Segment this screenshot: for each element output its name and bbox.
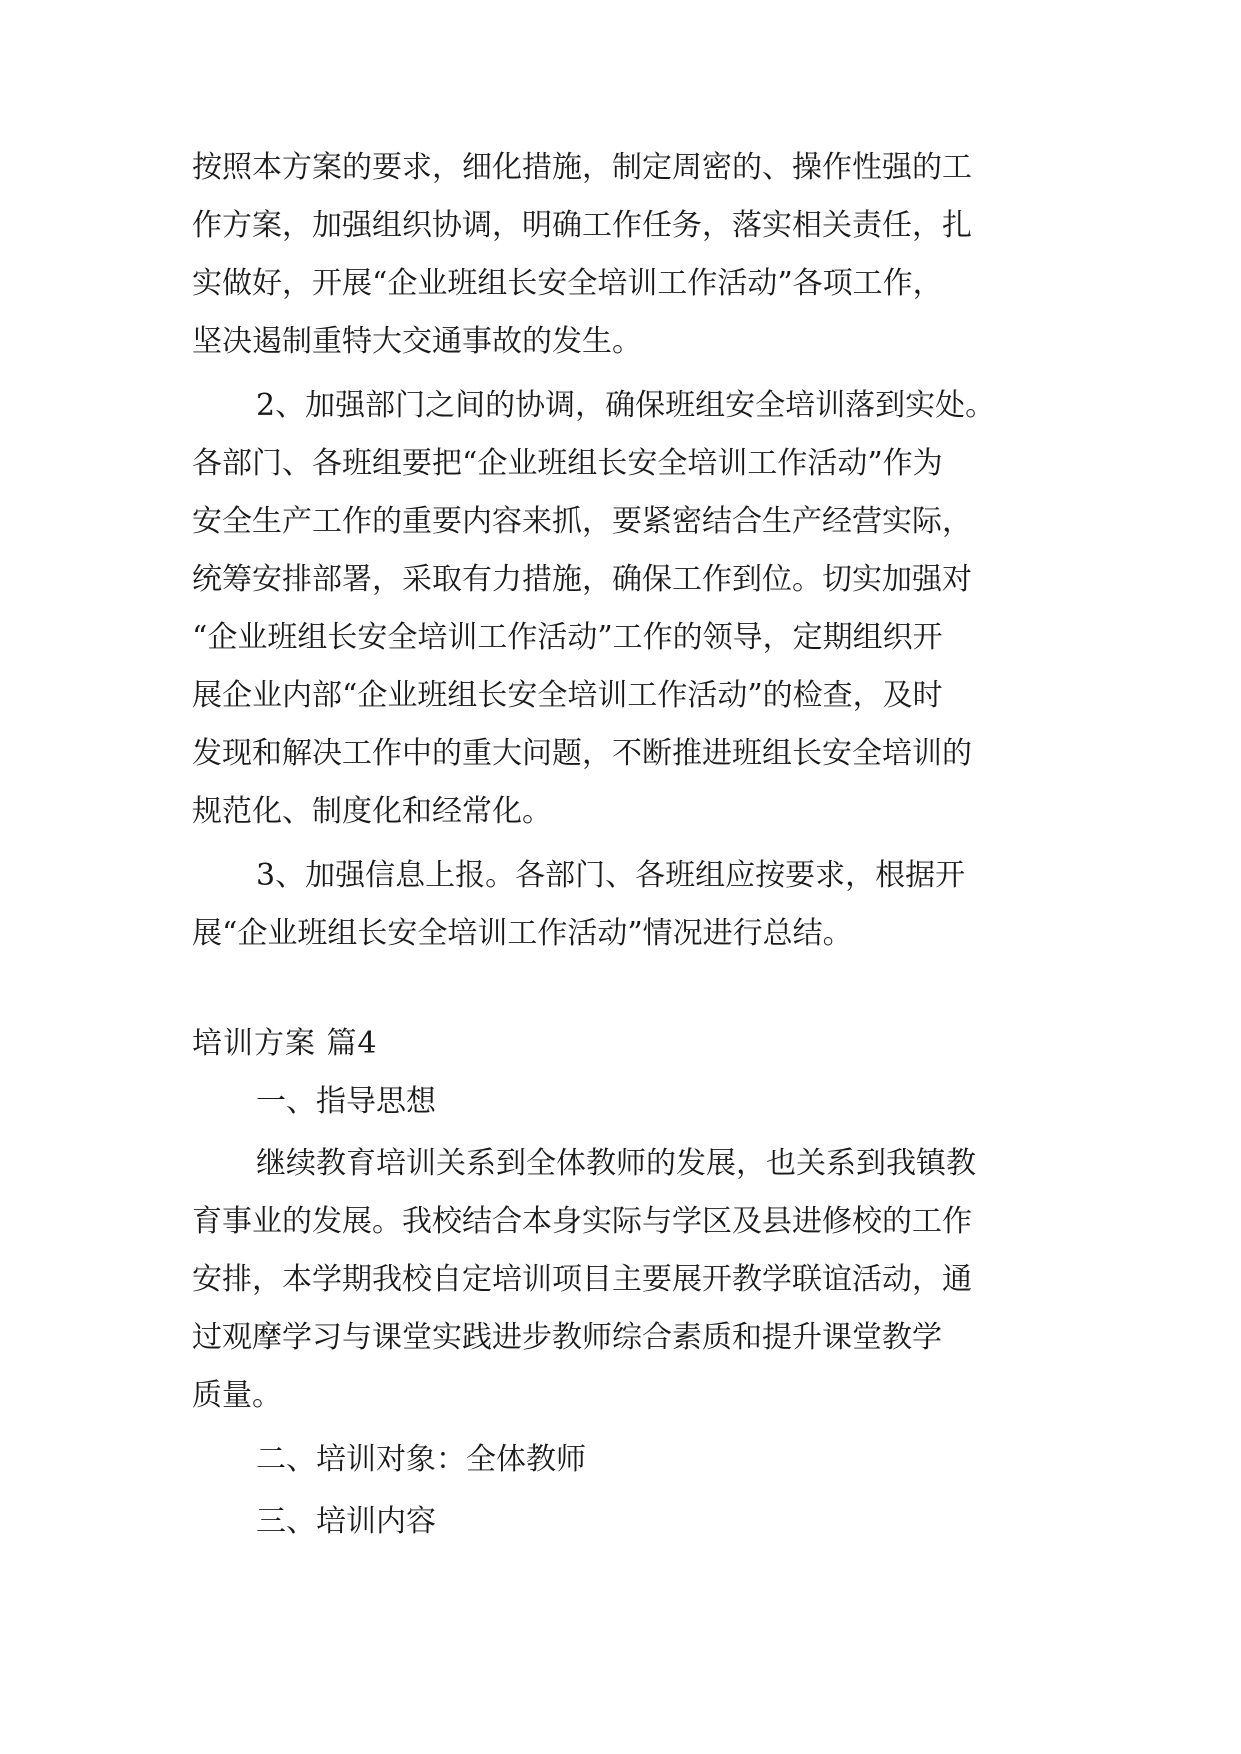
paragraph-line: 3、加强信息上报。各部门、各班组应按要求，根据开	[256, 858, 966, 893]
paragraph-line: 按照本方案的要求，细化措施，制定周密的、操作性强的工	[192, 150, 972, 185]
paragraph-line: 作方案，加强组织协调，明确工作任务，落实相关责任，扎	[192, 208, 972, 243]
paragraph-line: 实做好，开展“企业班组长安全培训工作活动”各项工作，	[192, 266, 943, 301]
paragraph-line: 继续教育培训关系到全体教师的发展，也关系到我镇教	[256, 1146, 976, 1181]
section-heading: 三、培训内容	[256, 1504, 436, 1539]
paragraph-line: 坚决遏制重特大交通事故的发生。	[192, 324, 642, 359]
paragraph-line: 规范化、制度化和经常化。	[192, 794, 552, 829]
paragraph-line: 发现和解决工作中的重大问题，不断推进班组长安全培训的	[192, 736, 972, 771]
paragraph-line: 安排，本学期我校自定培训项目主要展开教学联谊活动，通	[192, 1262, 972, 1297]
paragraph-line: 安全生产工作的重要内容来抓，要紧密结合生产经营实际，	[192, 504, 972, 539]
paragraph-line: 各部门、各班组要把“企业班组长安全培训工作活动”作为	[192, 446, 943, 481]
paragraph-line: 展“企业班组长安全培训工作活动”情况进行总结。	[192, 916, 853, 951]
paragraph-line: 统筹安排部署，采取有力措施，确保工作到位。切实加强对	[192, 562, 972, 597]
section-heading: 二、培训对象：全体教师	[256, 1442, 586, 1477]
paragraph-line: 育事业的发展。我校结合本身实际与学区及县进修校的工作	[192, 1204, 972, 1239]
section-title: 培训方案 篇4	[192, 1026, 378, 1061]
paragraph-line: “企业班组长安全培训工作活动”工作的领导，定期组织开	[192, 620, 943, 655]
paragraph-line: 质量。	[192, 1378, 282, 1413]
section-heading: 一、指导思想	[256, 1084, 436, 1119]
paragraph-line: 过观摩学习与课堂实践进步教师综合素质和提升课堂教学	[192, 1320, 942, 1355]
paragraph-line: 展企业内部“企业班组长安全培训工作活动”的检查，及时	[192, 678, 943, 713]
paragraph-line: 2、加强部门之间的协调，确保班组安全培训落到实处。	[256, 388, 996, 423]
